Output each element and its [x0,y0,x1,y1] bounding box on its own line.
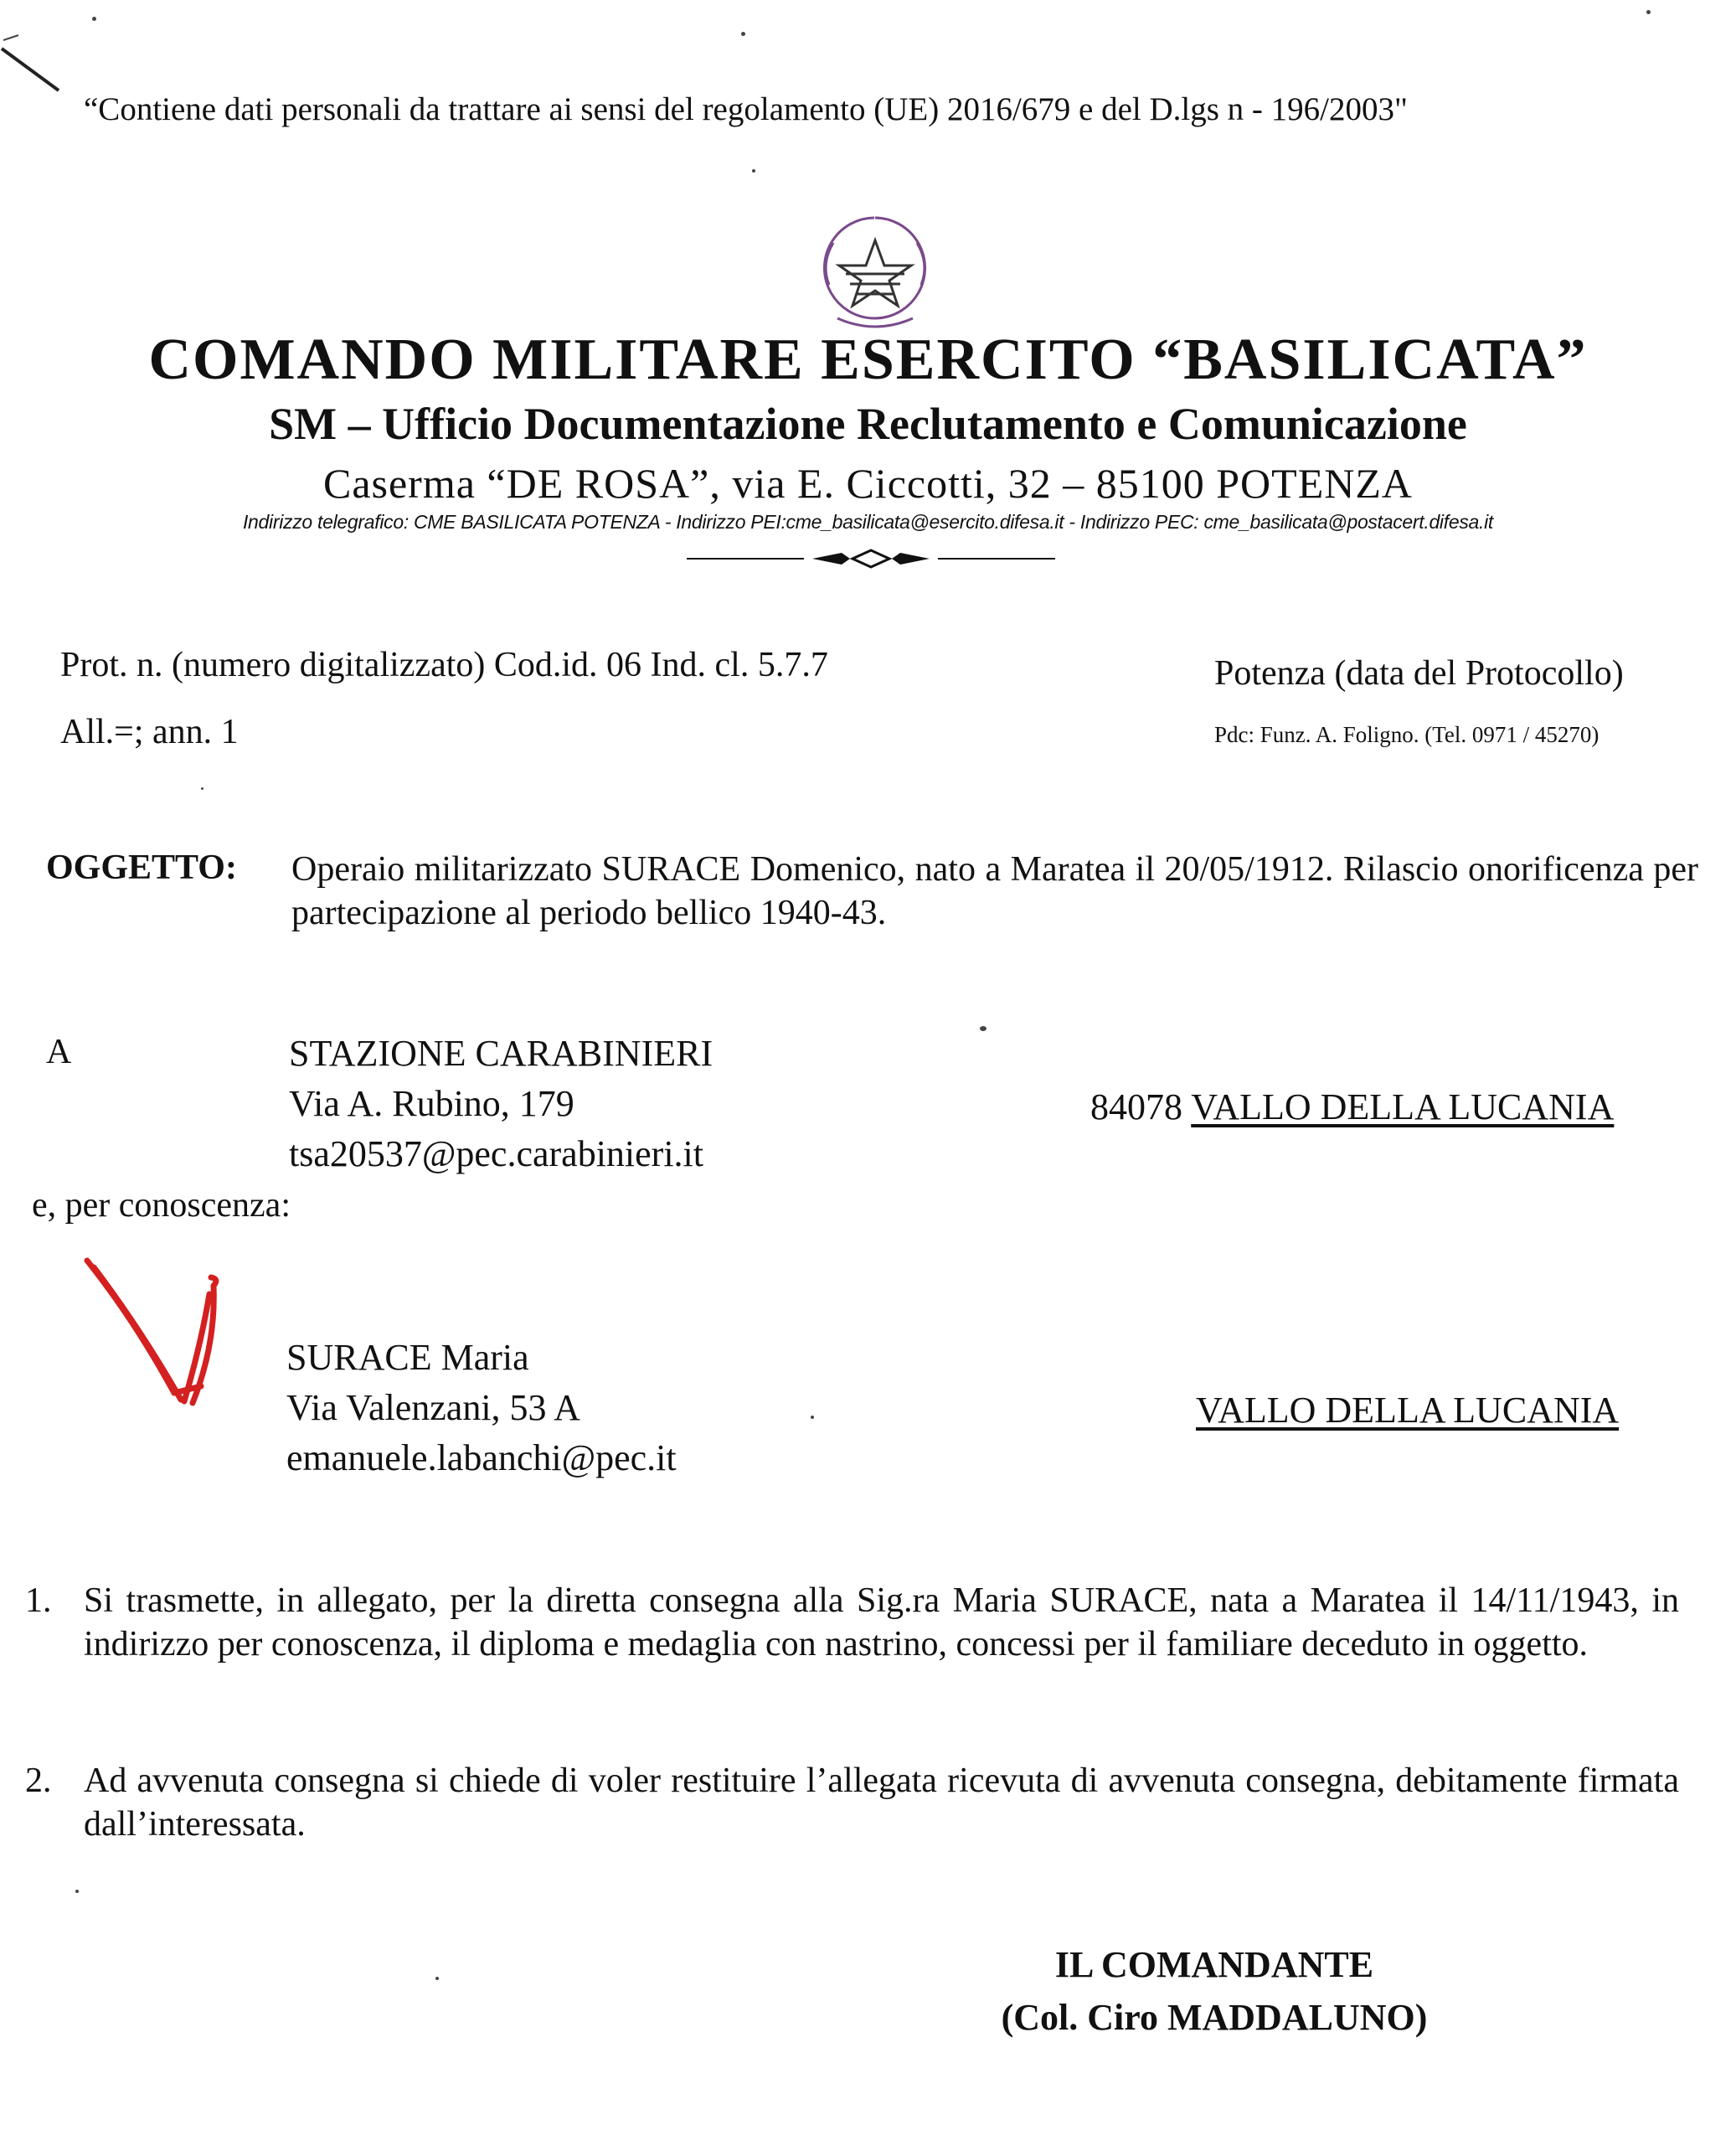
cc-name: SURACE Maria [286,1337,529,1378]
scan-speck [980,1026,986,1031]
scan-speck [92,17,96,21]
point-of-contact: Pdc: Funz. A. Foligno. (Tel. 0971 / 45270) [1214,722,1599,747]
corner-pen-mark-icon [0,34,67,109]
paragraph-2 [25,1759,1679,1846]
recipient-name: STAZIONE CARABINIERI [289,1033,713,1074]
protocol-number: Prot. n. (numero digitalizzato) Cod.id. 06 Ind. cl. 5.7.7 [60,646,828,684]
signature-name: (Col. Ciro MADDALUNO) [1001,1997,1428,2038]
scan-speck [201,787,203,790]
ornament-divider-icon [687,546,1055,571]
cc-label: e, per conoscenza: [32,1186,291,1225]
paragraph-number: 2. [25,1761,52,1800]
cc-email: emanuele.labanchi@pec.it [286,1437,677,1478]
scan-speck [752,169,755,173]
office-subtitle: SM – Ufficio Documentazione Reclutamento e Comunicazione [269,399,1467,449]
telegraph-address: Indirizzo telegrafico: CME BASILICATA POTENZA - Indirizzo PEI:cme_basilicata@esercito.difesa.it - Indirizzo PEC: cme_basilicata@postacert.difesa.it [242,511,1494,533]
italian-republic-emblem-icon [804,214,946,339]
subject-text: Operaio militarizzato SURACE Domenico, nato a Maratea il 20/05/1912. Rilascio onorificenza per partecipazione al periodo bellico 1940-43. [291,850,1698,932]
scan-speck [1646,10,1651,14]
attachments-count: All.=; ann. 1 [60,713,239,751]
document-title: COMANDO MILITARE ESERCITO “BASILICATA” [148,328,1588,392]
paragraph-text: Ad avvenuta consegna si chiede di voler restituire l’allegata ricevuta di avvenuta consegna, debitamente firmata dall’interessata. [84,1761,1679,1844]
signature-title: IL COMANDANTE [1054,1944,1374,1985]
paragraph-text: Si trasmette, in allegato, per la diretta consegna alla Sig.ra Maria SURACE, nata a Maratea il 14/11/1943, in indirizzo per conoscenza, il diploma e medaglia con nastrino, concessi per il familiare deceduto in oggetto. [84,1581,1679,1663]
recipient-email: tsa20537@pec.carabinieri.it [289,1133,703,1174]
office-address: Caserma “DE ROSA”, via E. Ciccotti, 32 – 85100 POTENZA [322,460,1414,507]
paragraph-number: 1. [25,1581,52,1620]
scan-speck [75,1890,79,1893]
cc-street: Via Valenzani, 53 A [286,1387,580,1428]
recipient-city-line [1090,1086,1614,1128]
cc-city: VALLO DELLA LUCANIA [1196,1390,1620,1431]
privacy-notice: “Contiene dati personali da trattare ai sensi del regolamento (UE) 2016/679 e del D.lgs n - 196/2003" [84,91,1408,127]
paragraph-1 [25,1579,1679,1666]
recipient-label: A [46,1033,72,1071]
red-hand-drawn-arrow-icon [75,1252,243,1428]
document-date: Potenza (data del Protocollo) [1214,654,1624,693]
scan-speck [741,32,745,36]
recipient-street: Via A. Rubino, 179 [289,1083,574,1124]
recipient-postcode: 84078 [1090,1086,1182,1127]
scan-speck [811,1416,814,1419]
subject-label: OGGETTO: [46,848,237,887]
recipient-city: VALLO DELLA LUCANIA [1191,1086,1615,1127]
